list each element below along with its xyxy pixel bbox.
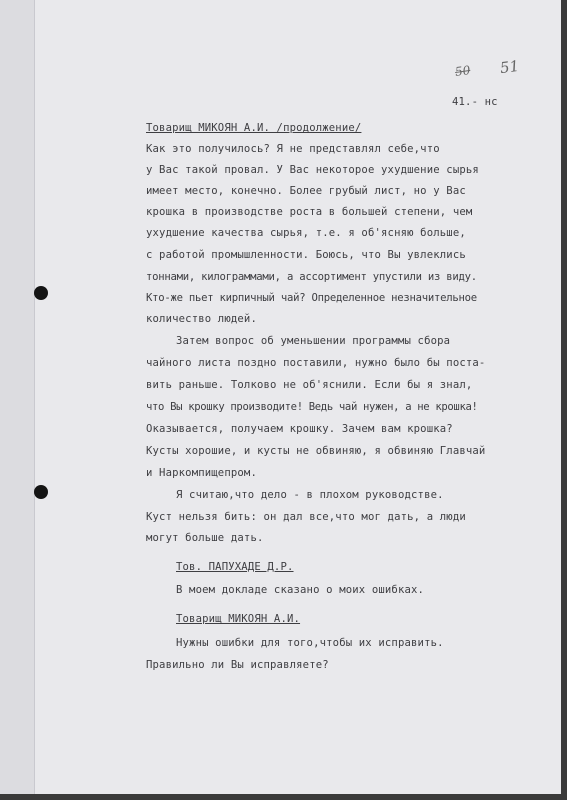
text-line: количество людей. xyxy=(146,313,257,325)
page-number: 51 xyxy=(498,56,521,78)
punch-hole xyxy=(34,286,48,300)
text-line: Нужны ошибки для того,чтобы их исправить. xyxy=(176,637,444,649)
text-line: В моем докладе сказано о моих ошибках. xyxy=(176,584,425,596)
speaker-heading: Тов. ПАПУХАДЕ Д.Р. xyxy=(176,561,294,573)
page-header-number: 41.- нс xyxy=(452,96,498,108)
text-line: Я считаю,что дело - в плохом руководстве. xyxy=(176,489,444,501)
text-line: вить раньше. Толково не об'яснили. Если бы я знал, xyxy=(146,379,473,391)
text-line: Оказывается, получаем крошку. Зачем вам крошка? xyxy=(146,423,453,435)
text-line: и Наркомпищепром. xyxy=(146,467,257,479)
crossed-page-number: 50 xyxy=(454,63,472,79)
text-line: имеет место, конечно. Более грубый лист, но у Вас xyxy=(146,185,466,197)
text-line: тоннами, килограммами, а ассортимент упустили из виду. xyxy=(146,271,477,283)
text-line: чайного листа поздно поставили, нужно было бы поста- xyxy=(146,357,486,369)
text-line: Правильно ли Вы исправляете? xyxy=(146,659,329,671)
text-line: Куст нельзя бить: он дал все,что мог дать, а люди xyxy=(146,511,466,523)
text-line: ухудшение качества сырья, т.е. я об'ясняю больше, xyxy=(146,227,466,239)
text-line: крошка в производстве роста в большей степени, чем xyxy=(146,206,473,218)
text-line: у Вас такой провал. У Вас некоторое ухудшение сырья xyxy=(146,164,479,176)
binding-strip xyxy=(0,0,35,800)
text-line: с работой промышленности. Боюсь, что Вы увлеклись xyxy=(146,249,466,261)
speaker-heading: Товарищ МИКОЯН А.И. /продолжение/ xyxy=(146,122,362,134)
text-line: что Вы крошку производите! Ведь чай нужен, а не крошка! xyxy=(146,401,478,413)
text-line: Кусты хорошие, и кусты не обвиняю, я обвиняю Главчай xyxy=(146,445,486,457)
text-line: Как это получилось? Я не представлял себе,что xyxy=(146,143,440,155)
speaker-heading: Товарищ МИКОЯН А.И. xyxy=(176,613,301,625)
text-line: Затем вопрос об уменьшении программы сбора xyxy=(176,335,451,347)
scan-edge-bottom xyxy=(0,794,567,800)
punch-hole xyxy=(34,485,48,499)
text-line: могут больше дать. xyxy=(146,532,264,544)
text-line: Кто-же пьет кирпичный чай? Определенное незначительное xyxy=(146,292,477,304)
scan-edge xyxy=(561,0,567,800)
